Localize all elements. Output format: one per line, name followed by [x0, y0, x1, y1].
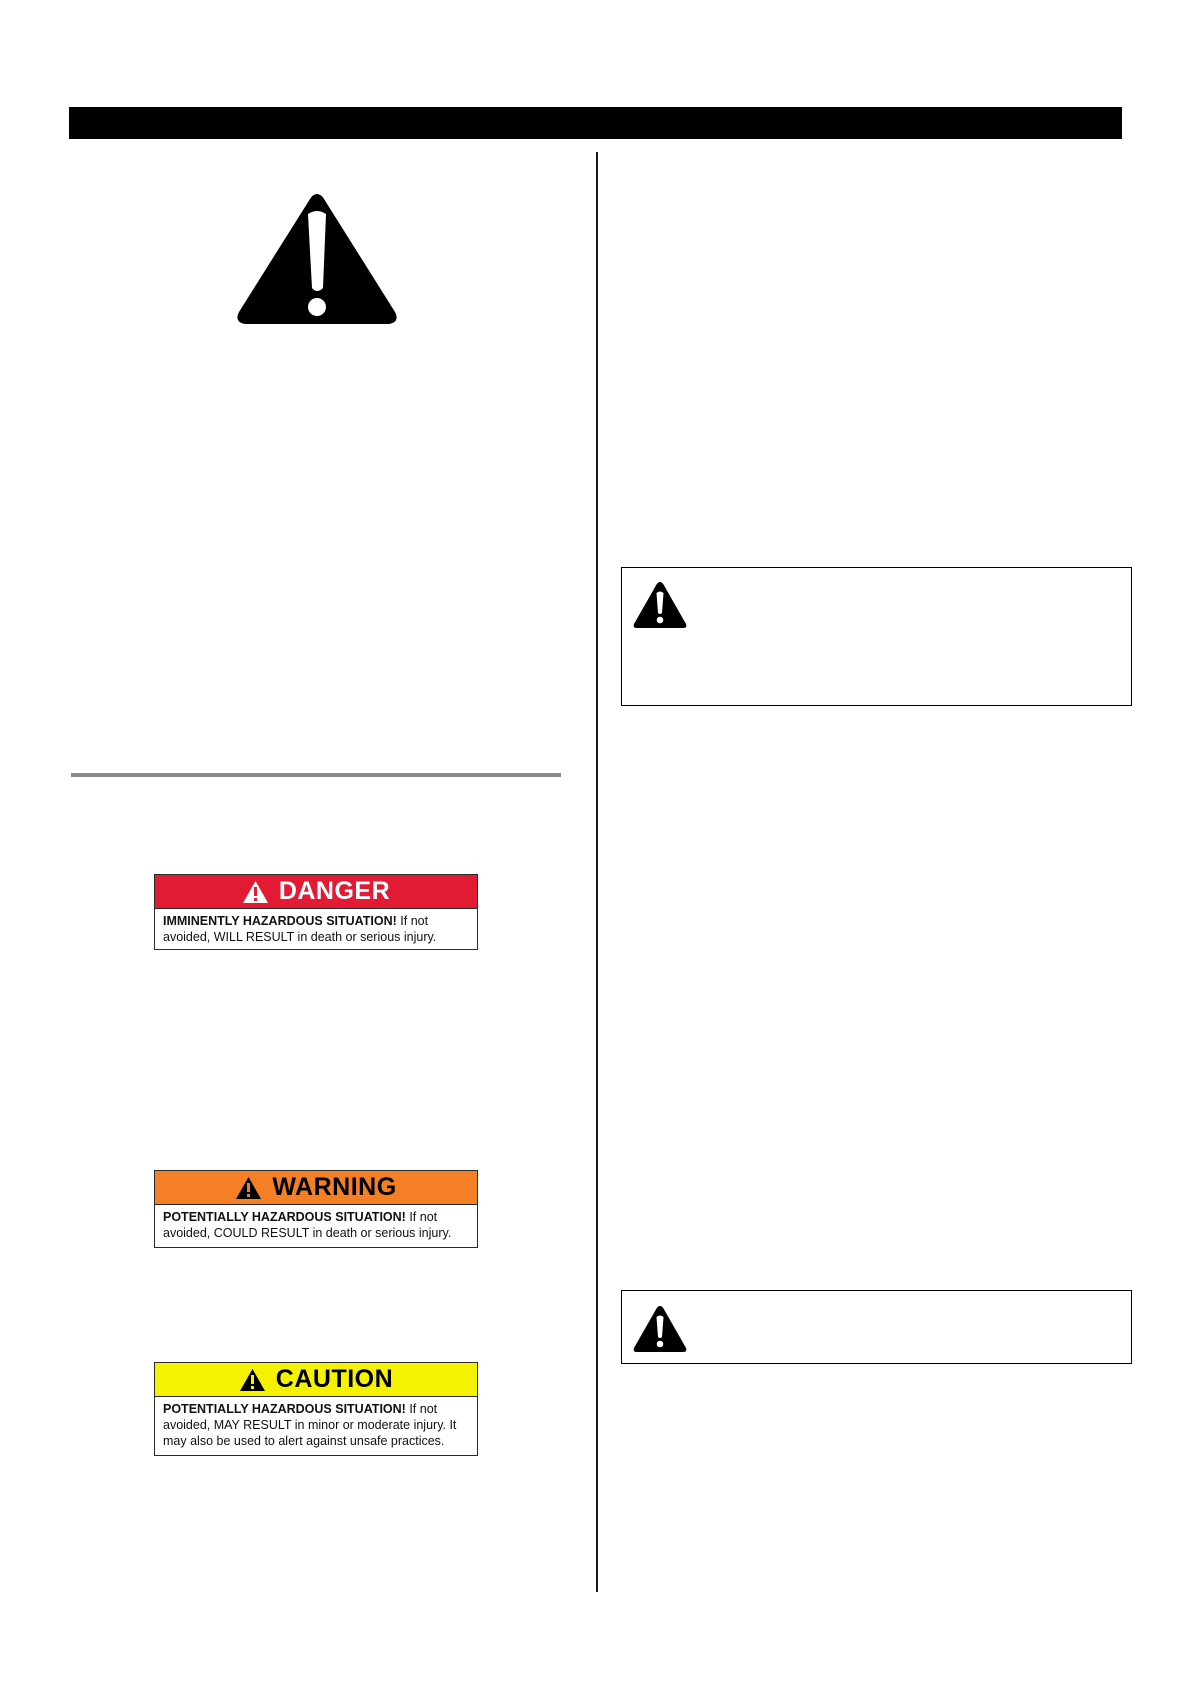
warning-triangle-icon — [632, 580, 688, 630]
caution-alert-icon — [239, 1368, 266, 1392]
warning-label-header — [155, 1171, 477, 1205]
notice-box-upper — [621, 567, 1132, 706]
notice-box-lower — [621, 1290, 1132, 1364]
danger-body: If not avoided, WILL RESULT in death or serious injury. — [163, 914, 437, 944]
danger-title: DANGER — [278, 877, 391, 905]
header-bar — [69, 107, 1122, 139]
warning-alert-icon — [235, 1176, 262, 1200]
warning-title: WARNING — [272, 1173, 397, 1201]
safety-alert-icon — [234, 190, 400, 328]
caution-lead: POTENTIALLY HAZARDOUS SITUATION! — [163, 1402, 406, 1416]
warning-label — [154, 1170, 478, 1248]
caution-text — [155, 1397, 477, 1454]
section-divider — [71, 773, 561, 777]
caution-label-header — [155, 1363, 477, 1397]
warning-body: If not avoided, COULD RESULT in death or serious injury. — [163, 1210, 452, 1240]
warning-triangle-icon — [632, 1304, 688, 1354]
caution-title: CAUTION — [275, 1365, 394, 1393]
caution-label — [154, 1362, 478, 1456]
danger-lead: IMMINENTLY HAZARDOUS SITUATION! — [163, 914, 397, 928]
danger-alert-icon — [242, 880, 269, 904]
danger-label — [154, 874, 478, 950]
warning-text — [155, 1205, 477, 1246]
danger-text — [155, 909, 477, 950]
column-divider — [596, 152, 598, 1592]
caution-body: If not avoided, MAY RESULT in minor or moderate injury. It may also be used to alert against unsafe practices. — [163, 1402, 457, 1448]
warning-lead: POTENTIALLY HAZARDOUS SITUATION! — [163, 1210, 406, 1224]
danger-label-header — [155, 875, 477, 909]
